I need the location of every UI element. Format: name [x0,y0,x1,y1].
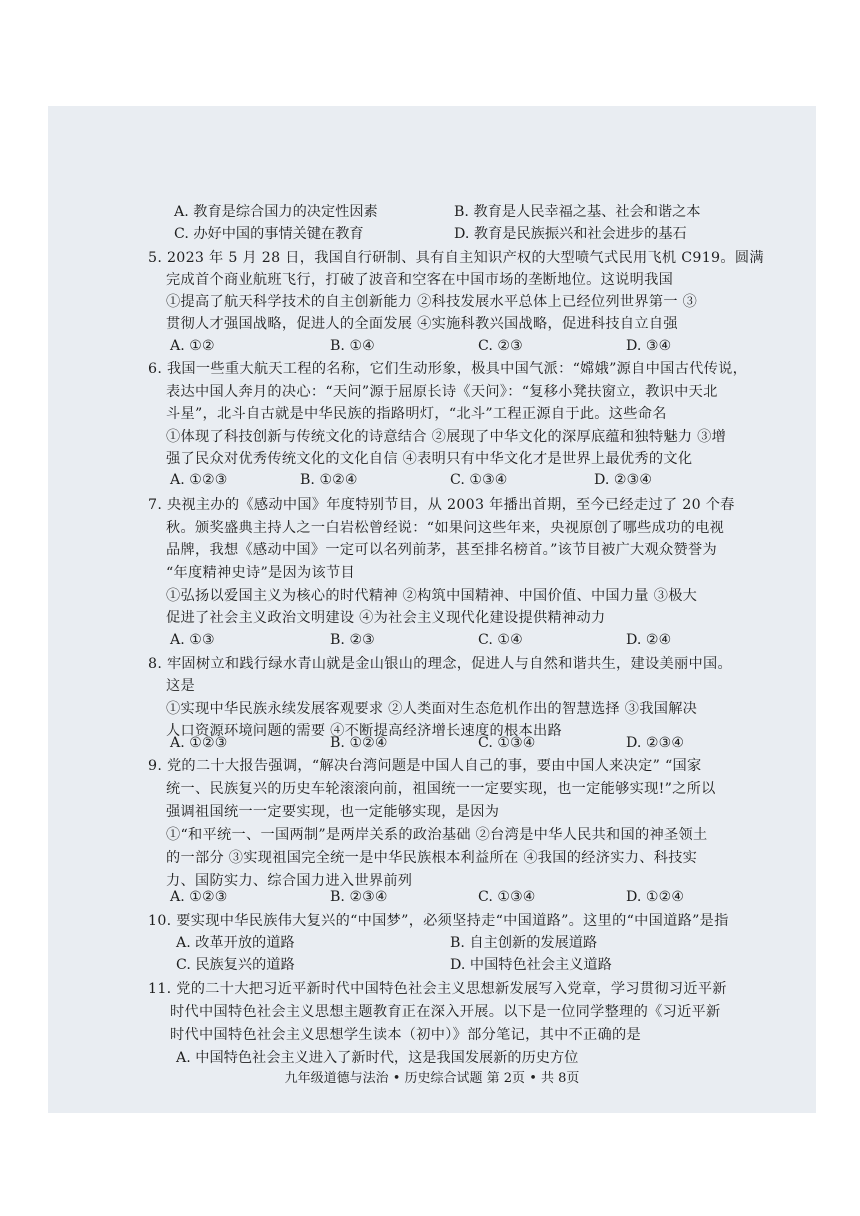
q9-line: ①“和平统一、一国两制”是两岸关系的政治基础 ②台湾是中华人民共和国的神圣领土 [166,827,708,843]
q9-line: 统一、民族复兴的历史车轮滚滚向前，祖国统一一定要实现，也一定能够实现!”之所以 [166,781,716,797]
q7-line: 品牌，我想《感动中国》一定可以名列前茅，甚至排名榜首。”该节目被广大观众赞誉为 [166,542,717,558]
page-footer: 九年级道德与法治 • 历史综合试题 第 2页 • 共 8页 [284,1071,580,1086]
q5-option-a: A. ①② [170,338,215,354]
q7-option-d: D. ②④ [626,632,672,648]
q6-option-c: C. ①③④ [450,472,508,488]
q8-option-b: B. ①②④ [330,735,388,751]
q4-option-b: B. 教育是人民幸福之基、社会和谐之本 [454,204,701,220]
q7-line: 秋。颁奖盛典主持人之一白岩松曾经说：“如果问这些年来，央视原创了哪些成功的电视 [166,520,725,536]
q5-option-c: C. ②③ [478,338,523,354]
q6-option-d: D. ②③④ [594,472,653,488]
q6-line: 表达中国人奔月的决心：“天问”源于屈原长诗《天问》：“复移小凳扶窗立，教识中天北 [166,384,718,400]
q8-line: 这是 [166,678,195,694]
q5-option-d: D. ③④ [626,338,672,354]
q7-line: 7. 央视主办的《感动中国》年度特别节目，从 2003 年播出首期，至今已经走过了 20 个春 [148,497,735,513]
q7-line: ①弘扬以爱国主义为核心的时代精神 ②构筑中国精神、中国价值、中国力量 ③极大 [166,588,698,604]
q7-option-c: C. ①④ [478,632,523,648]
q11-line: 时代中国特色社会主义思想主题教育正在深入开展。以下是一位同学整理的《习近平新 [170,1004,721,1020]
q11-option-a: A. 中国特色社会主义进入了新时代，这是我国发展新的历史方位 [176,1050,579,1066]
q6-line: 斗星”，北斗自古就是中华民族的指路明灯，“北斗”工程正源自于此。这些命名 [166,406,667,422]
q8-line: 8. 牢固树立和践行绿水青山就是金山银山的理念，促进人与自然和谐共生，建设美丽中国。 [148,656,732,672]
q7-line: 促进了社会主义政治文明建设 ④为社会主义现代化建设提供精神动力 [166,610,606,626]
q9-option-c: C. ①③④ [478,889,536,905]
q6-option-b: B. ①②④ [300,472,358,488]
q9-option-a: A. ①②③ [170,889,228,905]
q6-line: 强了民众对优秀传统文化的文化自信 ④表明只有中华文化才是世界上最优秀的文化 [166,451,693,467]
q9-option-b: B. ②③④ [330,889,388,905]
q4-option-a: A. 教育是综合国力的决定性因素 [174,204,378,220]
q10-option-d: D. 中国特色社会主义道路 [450,957,612,973]
q9-line: 强调祖国统一一定要实现，也一定能够实现，是因为 [166,804,500,820]
q7-line: “年度精神史诗”是因为该节目 [166,565,355,581]
exam-page [48,106,816,1113]
q9-line: 的一部分 ③实现祖国完全统一是中华民族根本利益所在 ④我国的经济实力、科技实 [166,850,698,866]
q10-option-c: C. 民族复兴的道路 [176,957,295,973]
q8-option-d: D. ②③④ [626,735,685,751]
q4-option-c: C. 办好中国的事情关键在教育 [174,226,364,242]
q10-option-b: B. 自主创新的发展道路 [450,935,598,951]
q8-line: ①实现中华民族永续发展客观要求 ②人类面对生态危机作出的智慧选择 ③我国解决 [166,701,698,717]
q9-line: 力、国防实力、综合国力进入世界前列 [166,873,413,889]
q9-option-d: D. ①②④ [626,889,685,905]
q11-line: 11. 党的二十大把习近平新时代中国特色社会主义思想新发展写入党章，学习贯彻习近平新 [148,981,727,997]
q7-option-b: B. ②③ [330,632,375,648]
q6-line: 6. 我国一些重大航天工程的名称，它们生动形象，极具中国气派：“嫦娥”源自中国古代传说， [148,361,748,377]
q10-line: 10. 要实现中华民族伟大复兴的“中国梦”，必须坚持走“中国道路”。这里的“中国道路”是指 [148,913,729,929]
q6-line: ①体现了科技创新与传统文化的诗意结合 ②展现了中华文化的深厚底蕴和独特魅力 ③增 [166,429,727,445]
q8-option-c: C. ①③④ [478,735,536,751]
q5-option-b: B. ①④ [330,338,375,354]
q5-line: 完成首个商业航班飞行，打破了波音和空客在中国市场的垄断地位。这说明我国 [166,272,674,288]
q8-option-a: A. ①②③ [170,735,228,751]
q10-option-a: A. 改革开放的道路 [176,935,295,951]
q7-option-a: A. ①③ [170,632,215,648]
q9-line: 9. 党的二十大报告强调，“解决台湾问题是中国人自己的事，要由中国人来决定” “国家 [148,758,702,774]
q11-line: 时代中国特色社会主义思想学生读本（初中）》部分笔记，其中不正确的是 [170,1027,641,1043]
q5-line: ①提高了航天科学技术的自主创新能力 ②科技发展水平总体上已经位列世界第一 ③ [166,294,698,310]
q6-option-a: A. ①②③ [170,472,228,488]
q4-option-d: D. 教育是民族振兴和社会进步的基石 [454,226,687,242]
q5-line: 贯彻人才强国战略，促进人的全面发展 ④实施科教兴国战略，促进科技自立自强 [166,316,678,332]
q8-line: 人口资源环境问题的需要 ④不断提高经济增长速度的根本出路 [166,723,562,739]
q5-line: 5. 2023 年 5 月 28 日，我国自行研制、具有自主知识产权的大型喷气式民用飞机 C919。圆满 [148,250,764,266]
